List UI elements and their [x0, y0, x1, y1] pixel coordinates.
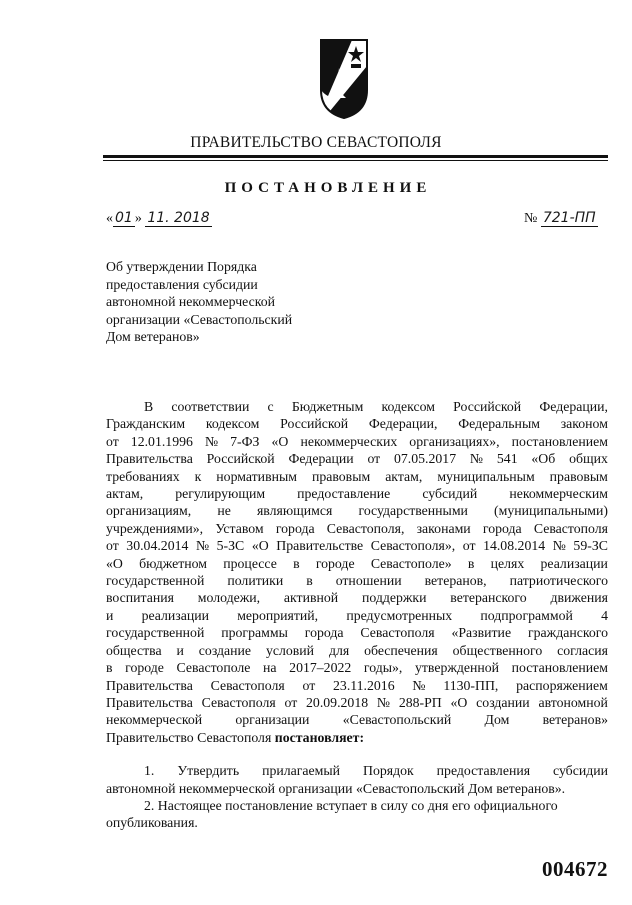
preamble-line: в городе Севастополе на 2017–2022 годы», утвержденной постановлением [106, 660, 608, 676]
preamble-line: и реализации мероприятий, предусмотренных подпрограммой 4 [106, 607, 608, 623]
document-type-heading: ПОСТАНОВЛЕНИЕ [224, 180, 432, 196]
preamble-line: от 12.01.1996 № 7-ФЗ «О некоммерческих организациях», постановлением [106, 433, 608, 449]
coat-of-arms-emblem [318, 38, 370, 120]
item-line: автономной некоммерческой организации «Севастопольский Дом ветеранов». [106, 780, 566, 796]
item-line: опубликования. [106, 815, 198, 831]
subject-line: Дом ветеранов» [106, 329, 200, 345]
preamble-line: «О бюджетном процессе в городе Севастополе» в целях реализации [106, 555, 608, 571]
date-close-quote: » [134, 211, 142, 226]
preamble-final-bold: постановляет: [274, 729, 365, 745]
preamble-final-line [106, 729, 608, 746]
document-number [524, 210, 598, 227]
preamble-final-plain: Правительство Севастополя [106, 729, 272, 745]
preamble-line: В соответствии с Бюджетным кодексом Российской Федерации, [144, 399, 608, 414]
paragraph-gap [106, 746, 608, 762]
document-body [106, 398, 608, 832]
date-open-quote: « [106, 211, 113, 226]
preamble-line: воспитания молодежи, активной поддержки ветеранского движения [106, 590, 608, 606]
subject-line: организации «Севастопольский [106, 311, 293, 327]
preamble-line: общества и создание условий для обеспечения общественного согласия [106, 642, 608, 658]
number-prefix: № [524, 211, 538, 226]
header-rule-thick [103, 155, 608, 158]
preamble-line: государственной программы города Севастополя «Развитие гражданского [106, 625, 608, 641]
preamble-line: государственной политики в отношении ветеранов, патриотического [106, 573, 608, 589]
document-subject [106, 258, 366, 346]
subject-line: Об утверждении Порядка [106, 259, 257, 274]
item-line: 1. Утвердить прилагаемый Порядок предоставления субсидии [144, 763, 608, 779]
subject-line: автономной некоммерческой [106, 294, 276, 310]
preamble-line: Правительства Севастополя от 23.11.2016 № 1130-ПП, распоряжением [106, 677, 608, 693]
preamble-line: требованиях к нормативным правовым актам, муниципальным правовым [106, 468, 608, 484]
number-value: 721-ПП [542, 210, 596, 226]
date-month-year: 11. 2018 [147, 210, 210, 226]
document-serial-number: 004672 [542, 857, 608, 881]
government-title: ПРАВИТЕЛЬСТВО СЕВАСТОПОЛЯ [190, 134, 442, 151]
preamble-line: от 30.04.2014 № 5-ЗС «О Правительстве Севастополя», от 14.08.2014 № 59-ЗС [106, 538, 608, 554]
preamble-line: учреждениями», Уставом города Севастополя, законами города Севастополя [106, 520, 608, 536]
date-day: 01 [115, 210, 133, 226]
document-date [106, 210, 212, 227]
preamble-line: актам, регулирующим предоставление субсидий некоммерческим [106, 486, 608, 502]
preamble-paragraph [106, 398, 608, 729]
preamble-line: Гражданским кодексом Российской Федерации, Федеральным законом [106, 416, 608, 432]
header-rule-thin [103, 160, 608, 161]
item-line: 2. Настоящее постановление вступает в силу со дня его официального [144, 797, 558, 813]
preamble-line: Правительства Севастополя от 20.09.2018 № 288-РП «О создании автономной [106, 694, 608, 710]
preamble-line: некоммерческой организации «Севастопольский Дом ветеранов» [106, 712, 608, 728]
subject-line: предоставления субсидии [106, 276, 258, 292]
preamble-line: организациям, не являющимся государственными (муниципальными) [106, 503, 608, 519]
preamble-line: Правительства Российской Федерации от 07.05.2017 № 541 «Об общих [106, 451, 608, 467]
